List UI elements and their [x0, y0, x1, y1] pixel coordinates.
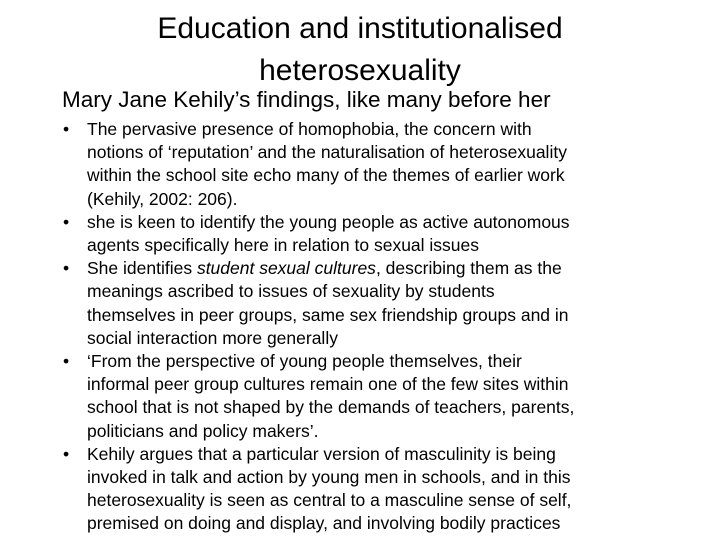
bullet-line: Kehily argues that a particular version of masculinity is being: [87, 443, 556, 464]
bullet-item-quote-peer-groups: [0, 350, 720, 443]
bullet-item-homophobia: [0, 118, 720, 211]
bullet-line: themselves in peer groups, same sex friendship groups and in: [87, 304, 569, 325]
bullet-line: premised on doing and display, and involving bodily practices: [87, 513, 561, 534]
bullet-line: notions of ‘reputation’ and the naturalisation of heterosexuality: [87, 142, 567, 163]
bullet-line: informal peer group cultures remain one of the few sites within: [87, 374, 569, 395]
bullet-line: invoked in talk and action by young men in schools, and in this: [87, 467, 571, 488]
bullet-line: agents specifically here in relation to sexual issues: [87, 235, 480, 256]
slide-title: [100, 8, 620, 92]
slide-title-line-1: Education and institutionalised: [157, 12, 563, 45]
bullet-line: meanings ascribed to issues of sexuality by students: [87, 281, 495, 302]
slide-subtitle: Mary Jane Kehily’s findings, like many before her: [62, 87, 551, 112]
bullet-line: politicians and policy makers’.: [87, 420, 319, 441]
bullet-line: [87, 257, 708, 280]
bullet-text-italic: student sexual cultures: [196, 258, 376, 279]
bullet-line: heterosexuality is seen as central to a masculine sense of self,: [87, 490, 572, 511]
bullet-line: ‘From the perspective of young people themselves, their: [87, 351, 522, 372]
bullet-marker: •: [63, 258, 70, 279]
bullet-item-masculinity: [0, 443, 720, 536]
slide-title-line-2: heterosexuality: [259, 54, 461, 87]
bullet-text-plain: , describing them as the: [375, 258, 562, 279]
bullet-marker: •: [63, 119, 70, 139]
bullet-line: school that is not shaped by the demands of teachers, parents,: [87, 397, 575, 418]
bullet-item-student-sexual-cultures: [0, 257, 720, 350]
bullet-line: The pervasive presence of homophobia, the concern with: [87, 119, 532, 139]
bullet-marker: •: [63, 211, 70, 232]
bullet-marker: •: [63, 443, 70, 464]
bullet-line: she is keen to identify the young people as active autonomous: [87, 211, 570, 232]
bullet-list: [0, 118, 720, 536]
bullet-line: (Kehily, 2002: 206).: [87, 188, 238, 209]
bullet-line: social interaction more generally: [87, 327, 338, 348]
bullet-item-autonomous-agents: [0, 211, 720, 257]
bullet-line: within the school site echo many of the themes of earlier work: [87, 165, 565, 186]
bullet-marker: •: [63, 351, 70, 372]
bullet-text-plain: She identifies: [87, 258, 197, 279]
